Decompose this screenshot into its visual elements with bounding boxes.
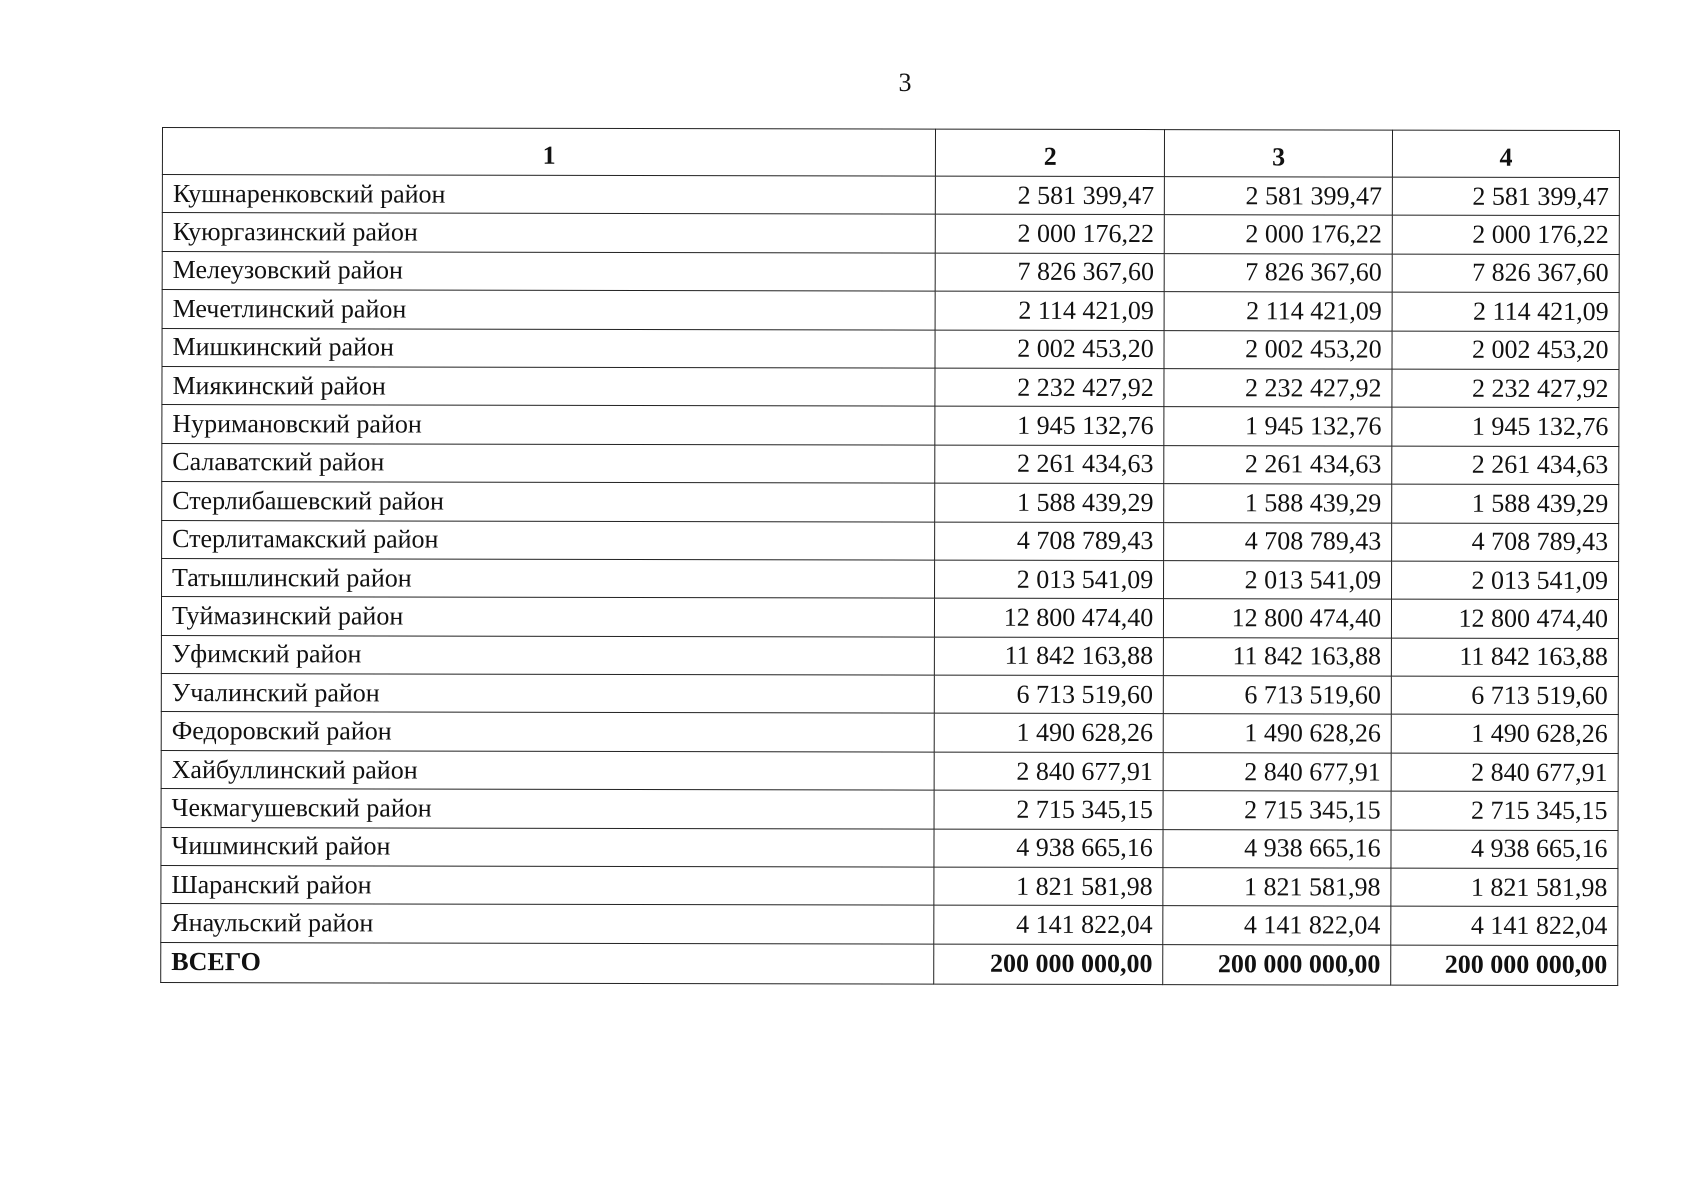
value-col3: 2 232 427,92: [1164, 369, 1392, 408]
table-row: [162, 366, 1619, 407]
district-name: Мишкинский район: [162, 328, 936, 368]
value-col3: 2 581 399,47: [1165, 177, 1393, 216]
district-name: Чекмагушевский район: [161, 789, 935, 829]
value-col4: 7 826 367,60: [1392, 254, 1619, 293]
value-col4: 2 840 677,91: [1391, 753, 1618, 792]
table-row: [162, 520, 1619, 561]
value-col4: 1 945 132,76: [1392, 407, 1619, 446]
value-col4: 1 821 581,98: [1391, 868, 1618, 907]
value-col4: 1 588 439,29: [1392, 484, 1619, 523]
district-name: Татышлинский район: [162, 558, 936, 598]
value-col3: 4 141 822,04: [1163, 906, 1391, 945]
value-col2: 2 232 427,92: [935, 368, 1164, 407]
value-col4: 4 141 822,04: [1391, 906, 1618, 945]
value-col2: 2 013 541,09: [935, 560, 1164, 599]
column-header-1: 1: [162, 128, 936, 177]
value-col2: 12 800 474,40: [935, 598, 1164, 637]
district-name: Туймазинский район: [161, 597, 935, 637]
table-row: [161, 674, 1618, 715]
district-name: Салаватский район: [162, 443, 936, 483]
district-name: Уфимский район: [161, 635, 935, 675]
value-col3: 11 842 163,88: [1164, 637, 1392, 676]
value-col4: 2 232 427,92: [1392, 369, 1619, 408]
table-row: [162, 290, 1619, 331]
district-name: Чишминский район: [161, 827, 935, 867]
value-col2: 1 945 132,76: [935, 406, 1164, 445]
allocation-table: [160, 127, 1620, 986]
value-col4: 2 013 541,09: [1392, 561, 1619, 600]
value-col2: 2 000 176,22: [936, 215, 1165, 254]
table-row: [162, 558, 1619, 599]
value-col2: 6 713 519,60: [935, 675, 1164, 714]
value-col3: 6 713 519,60: [1164, 676, 1392, 715]
district-name: Мечетлинский район: [162, 290, 936, 330]
value-col3: 1 490 628,26: [1163, 714, 1391, 753]
total-value-col4: 200 000 000,00: [1391, 945, 1618, 985]
total-value-col3: 200 000 000,00: [1163, 944, 1391, 984]
table-row: [161, 712, 1618, 753]
value-col2: 2 581 399,47: [936, 176, 1165, 215]
value-col2: 4 708 789,43: [935, 522, 1164, 561]
table-row: [162, 328, 1619, 369]
table-row: [162, 443, 1619, 484]
value-col2: 2 002 453,20: [935, 330, 1164, 369]
value-col4: 2 261 434,63: [1392, 446, 1619, 485]
value-col4: 2 715 345,15: [1391, 791, 1618, 830]
value-col3: 1 588 439,29: [1164, 484, 1392, 523]
value-col3: 2 000 176,22: [1165, 215, 1393, 254]
table-row: [161, 866, 1618, 907]
value-col2: 2 261 434,63: [935, 445, 1164, 484]
district-name: Стерлитамакский район: [162, 520, 936, 560]
value-col4: 4 938 665,16: [1391, 830, 1618, 869]
table-row: [162, 213, 1619, 254]
total-value-col2: 200 000 000,00: [934, 944, 1163, 984]
table-row: [161, 750, 1618, 791]
value-col2: 1 821 581,98: [934, 867, 1163, 906]
value-col3: 1 945 132,76: [1164, 407, 1392, 446]
value-col3: 2 002 453,20: [1164, 330, 1392, 369]
value-col4: 4 708 789,43: [1392, 523, 1619, 562]
table-row: [161, 597, 1618, 638]
district-name: Миякинский район: [162, 366, 936, 406]
value-col4: 1 490 628,26: [1391, 715, 1618, 754]
value-col4: 12 800 474,40: [1392, 599, 1619, 638]
value-col3: 2 840 677,91: [1163, 752, 1391, 791]
district-name: Стерлибашевский район: [162, 482, 936, 522]
district-name: Федоровский район: [161, 712, 935, 752]
table-row: [162, 405, 1619, 446]
table-row: [162, 482, 1619, 523]
district-name: Учалинский район: [161, 674, 935, 714]
district-name: Янаульский район: [161, 904, 935, 944]
district-name: Мелеузовский район: [162, 251, 936, 291]
district-name: Кушнаренковский район: [162, 175, 936, 215]
value-col3: 2 715 345,15: [1163, 791, 1391, 830]
value-col2: 2 114 421,09: [935, 291, 1164, 330]
column-header-2: 2: [936, 129, 1165, 176]
value-col4: 2 002 453,20: [1392, 331, 1619, 370]
header-row: [162, 128, 1619, 178]
table-row: [162, 175, 1619, 216]
district-name: Куюргазинский район: [162, 213, 936, 253]
column-header-4: 4: [1393, 130, 1620, 177]
value-col2: 7 826 367,60: [936, 253, 1165, 292]
district-name: Нуримановский район: [162, 405, 936, 445]
value-col3: 2 013 541,09: [1164, 561, 1392, 600]
value-col3: 2 114 421,09: [1164, 292, 1392, 331]
value-col4: 2 000 176,22: [1392, 215, 1619, 254]
district-name: Хайбуллинский район: [161, 750, 935, 790]
value-col2: 2 715 345,15: [934, 790, 1163, 829]
value-col3: 2 261 434,63: [1164, 445, 1392, 484]
table-row: [161, 635, 1618, 676]
value-col2: 4 938 665,16: [934, 829, 1163, 868]
value-col3: 4 938 665,16: [1163, 829, 1391, 868]
value-col4: 6 713 519,60: [1391, 676, 1618, 715]
total-label: ВСЕГО: [161, 942, 935, 984]
value-col2: 4 141 822,04: [934, 906, 1163, 945]
value-col3: 1 821 581,98: [1163, 868, 1391, 907]
value-col2: 11 842 163,88: [935, 637, 1164, 676]
value-col3: 12 800 474,40: [1164, 599, 1392, 638]
page-number: 3: [898, 68, 912, 97]
value-col2: 2 840 677,91: [935, 752, 1164, 791]
value-col4: 11 842 163,88: [1391, 638, 1618, 677]
total-row: [161, 942, 1618, 985]
table-row: [161, 789, 1618, 830]
table-row: [162, 251, 1619, 292]
column-header-3: 3: [1165, 130, 1393, 177]
value-col2: 1 588 439,29: [935, 483, 1164, 522]
district-name: Шаранский район: [161, 866, 935, 906]
value-col3: 4 708 789,43: [1164, 522, 1392, 561]
value-col4: 2 581 399,47: [1392, 177, 1619, 216]
table-row: [161, 827, 1618, 868]
value-col2: 1 490 628,26: [935, 714, 1164, 753]
value-col3: 7 826 367,60: [1164, 253, 1392, 292]
table-row: [161, 904, 1618, 945]
value-col4: 2 114 421,09: [1392, 292, 1619, 331]
